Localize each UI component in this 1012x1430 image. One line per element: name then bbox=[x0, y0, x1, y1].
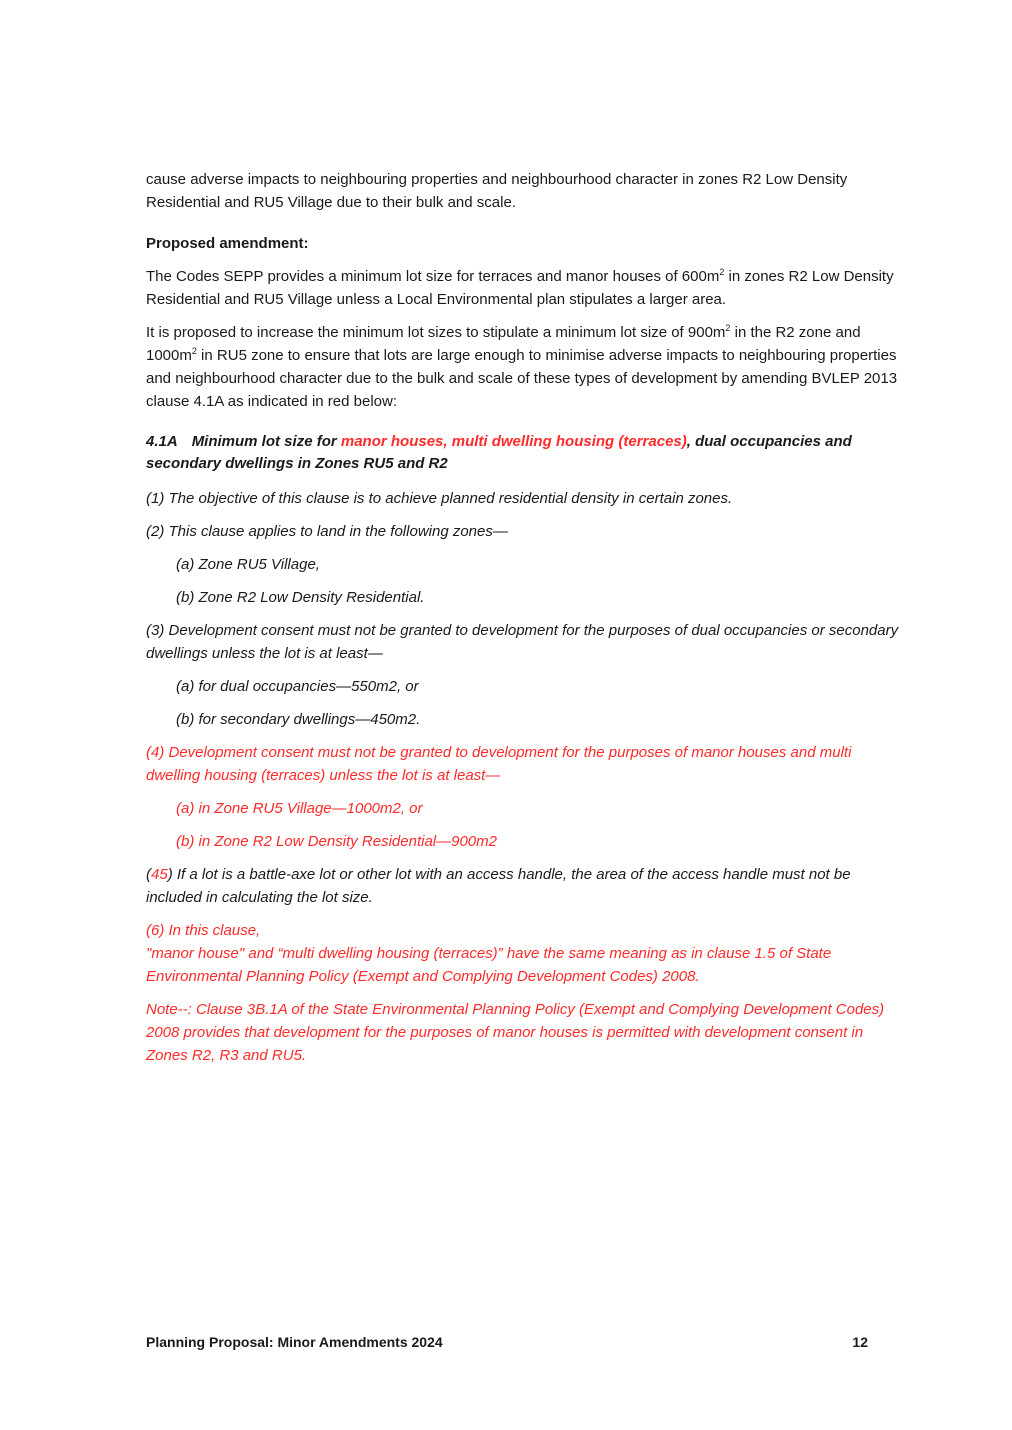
subclause-3: (3) Development consent must not be granted to development for the purposes of dual occupancies or secondary dwellings unless the lot is at least— bbox=[146, 622, 899, 662]
intro-paragraph: cause adverse impacts to neighbouring properties and neighbourhood character in zones R2 Low Density Residential and RU5 Village due to their bulk and scale. bbox=[146, 171, 848, 211]
subclause-4: (4) Development consent must not be granted to development for the purposes of manor houses and multi dwelling housing (terraces) unless the lot is at least— bbox=[146, 744, 852, 784]
subclause-5: (45) If a lot is a battle-axe lot or other lot with an access handle, the area of the access handle must not be included in calculating the lot size. bbox=[146, 866, 851, 906]
subclause-2b: (b) Zone R2 Low Density Residential. bbox=[176, 589, 425, 606]
note: Note--: Clause 3B.1A of the State Environmental Planning Policy (Exempt and Complying Development Codes) 2008 provides that development for the purposes of manor houses is permitted with development consent in Zones R2, R3 and RU5. bbox=[146, 1001, 885, 1064]
proposed-amendment-heading: Proposed amendment: bbox=[146, 235, 309, 252]
page-footer bbox=[146, 1334, 868, 1350]
page-number: 12 bbox=[852, 1334, 868, 1350]
subclause-4b: (b) in Zone R2 Low Density Residential—900m2 bbox=[176, 833, 497, 850]
subclause-4a: (a) in Zone RU5 Village—1000m2, or bbox=[176, 800, 423, 817]
paragraph-proposal: It is proposed to increase the minimum lot sizes to stipulate a minimum lot size of $900m^2$ in the R2 zone and $1000m^2$ in RU5 zone to ensure that lots are large enough to minimise adverse impacts to neighbouring properties and neighbourhood character due to the bulk and scale of these types of development by amending BVLEP 2013 clause 4.1A as indicated in red below: bbox=[146, 323, 898, 410]
subclause-2a: (a) Zone RU5 Village, bbox=[176, 556, 320, 573]
subclause-6: (6) In this clause, "manor house" and “multi dwelling housing (terraces)” have the same meaning as in clause 1.5 of State Environmental Planning Policy (Exempt and Complying Development Codes) 2008. bbox=[146, 922, 832, 985]
subclause-3b: (b) for secondary dwellings—450m2. bbox=[176, 711, 421, 728]
subclause-1: (1) The objective of this clause is to achieve planned residential density in certain zones. bbox=[146, 490, 733, 507]
subclause-3a: (a) for dual occupancies—550m2, or bbox=[176, 678, 419, 695]
subclause-2: (2) This clause applies to land in the following zones— bbox=[146, 523, 508, 540]
footer-title: Planning Proposal: Minor Amendments 2024 bbox=[146, 1334, 443, 1350]
paragraph-codes-sepp: The Codes SEPP provides a minimum lot size for terraces and manor houses of $600m^2$ in zones R2 Low Density Residential and RU5 Village unless a Local Environmental plan stipulates a larger area. bbox=[146, 267, 894, 308]
clause-title: 4.1A Minimum lot size for manor houses, multi dwelling housing (terraces), dual occupancies and secondary dwellings in Zones RU5 and R2 bbox=[146, 433, 852, 472]
document-body bbox=[146, 168, 906, 1067]
